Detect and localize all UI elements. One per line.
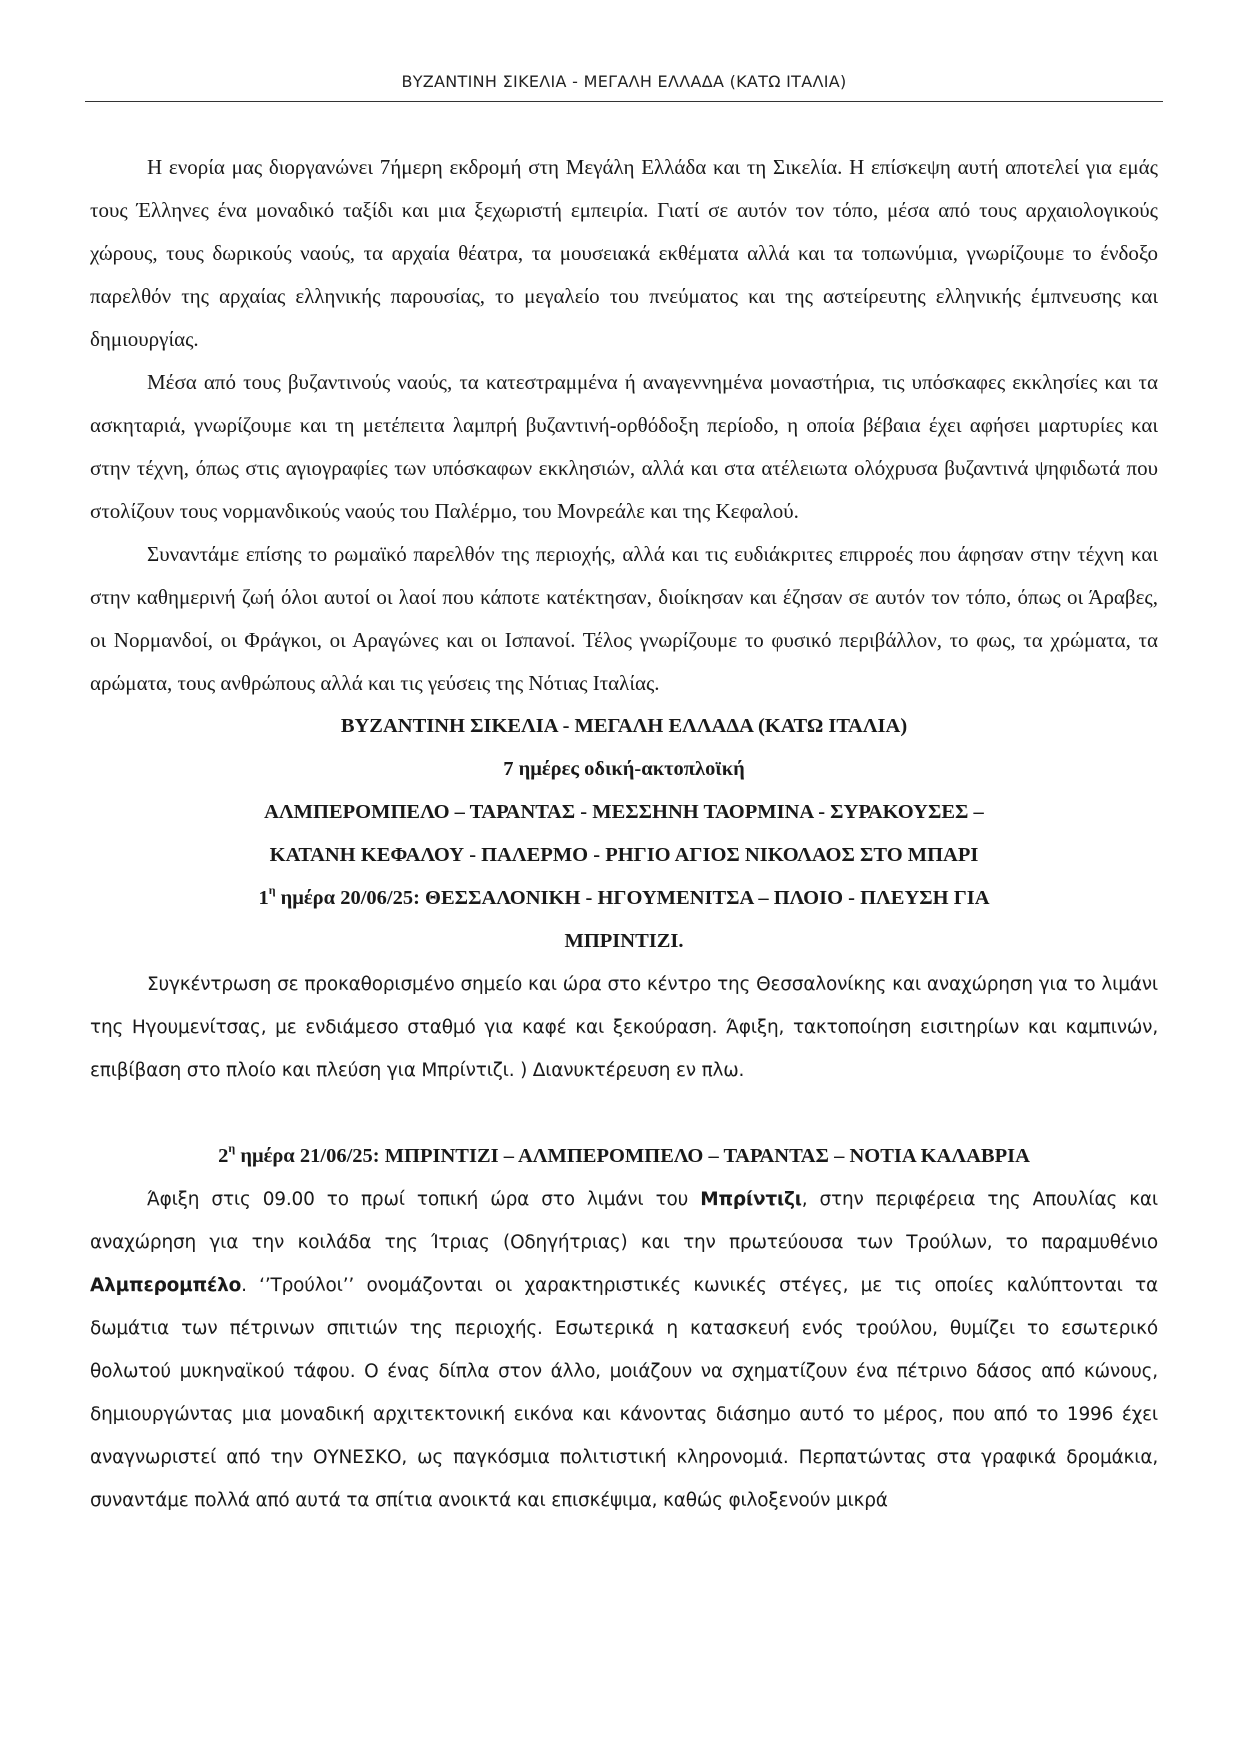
day-2-bold-alberobello: Αλμπερομπέλο (90, 1275, 242, 1296)
intro-paragraph-3: Συναντάμε επίσης το ρωμαϊκό παρελθόν της περιοχής, αλλά και τις ευδιάκριτες επιρροές που άφησαν στην τέχνη και στην καθημερινή ζωή όλοι αυτοί οι λαοί που κάποτε κατέκτησαν, διοίκησαν και έζησαν σε αυτόν τον τόπο, όπως οι Άραβες, οι Νορμανδοί, οι Φράγκοι, οι Αραγώνες και οι Ισπανοί. Τέλος γνωρίζουμε το φυσικό περιβάλλον, το φως, τα χρώματα, τα αρώματα, τους ανθρώπους αλλά και τις γεύσεις της Νότιας Ιταλίας. (90, 542, 1158, 695)
header-divider (85, 101, 1163, 102)
day-1-description: Συγκέντρωση σε προκαθορισμένο σημείο και ώρα στο κέντρο της Θεσσαλονίκης και αναχώρηση για το λιμάνι της Ηγουμενίτσας, με ενδιάμεσο σταθμό για καφέ και ξεκούραση. Άφιξη, τακτοποίηση εισιτηρίων και καμπινών, επιβίβαση στο πλοίο και πλεύση για Μπρίντιζι. ) Διανυκτέρευση εν πλω. (90, 974, 1158, 1081)
program-route-line-1: ΑΛΜΠΕΡΟΜΠΕΛΟ – ΤΑΡΑΝΤΑΣ - ΜΕΣΣΗΝΗ ΤΑΟΡΜΙΝΑ - ΣΥΡΑΚΟΥΣΕΣ – (264, 801, 984, 823)
intro-paragraph-1: Η ενορία μας διοργανώνει 7ήμερη εκδρομή στη Μεγάλη Ελλάδα και τη Σικελία. Η επίσκεψη αυτή αποτελεί για εμάς τους Έλληνες ένα μοναδικό ταξίδι και μια ξεχωριστή εμπειρία. Γιατί σε αυτόν τον τόπο, μέσα από τους αρχαιολογικούς χώρους, τους δωρικούς ναούς, τα αρχαία θέατρα, τα μουσειακά εκθέματα αλλά και τα τοπωνύμια, γνωρίζουμε το ένδοξο παρελθόν της αρχαίας ελληνικής παρουσίας, το μεγαλείο του πνεύματος και της αστείρευτης ελληνικής έμπνευσης και δημιουργίας. (90, 155, 1158, 351)
day-2-heading-text: ημέρα 21/06/25: ΜΠΡΙΝΤΙΖΙ – ΑΛΜΠΕΡΟΜΠΕΛΟ – ΤΑΡΑΝΤΑΣ – ΝΟΤΙΑ ΚΑΛΑΒΡΙΑ (235, 1145, 1030, 1167)
day-1-number: 1 (258, 887, 269, 909)
program-title: ΒΥΖΑΝΤΙΝΗ ΣΙΚΕΛΙΑ - ΜΕΓΑΛΗ ΕΛΛΑΔΑ (ΚΑΤΩ ΙΤΑΛΙΑ) (340, 715, 908, 737)
intro-paragraph-2: Μέσα από τους βυζαντινούς ναούς, τα κατεστραμμένα ή αναγεννημένα μοναστήρια, τις υπόσκαφες εκκλησίες και τα ασκηταριά, γνωρίζουμε και τη μετέπειτα λαμπρή βυζαντινή-ορθόδοξη περίοδο, η οποία βέβαια έχει αφήσει μαρτυρίες και στην τέχνη, όπως στις αγιογραφίες των υπόσκαφων εκκλησιών, αλλά και στα ατέλειωτα ολόχρυσα βυζαντινά ψηφιδωτά που στολίζουν τους νορμανδικούς ναούς του Παλέρμο, του Μονρεάλε και της Κεφαλού. (90, 370, 1158, 523)
day-1-ordinal: η (268, 883, 276, 898)
day-2-text-1: Άφιξη στις 09.00 το πρωί τοπική ώρα στο λιμάνι του (147, 1189, 701, 1210)
page-header: ΒΥΖΑΝΤΙΝΗ ΣΙΚΕΛΙΑ - ΜΕΓΑΛΗ ΕΛΛΑΔΑ (ΚΑΤΩ ΙΤΑΛΙΑ) (401, 72, 847, 91)
program-subtitle: 7 ημέρες οδική-ακτοπλοϊκή (503, 758, 745, 780)
day-2-bold-brindisi: Μπρίντιζι (700, 1189, 802, 1210)
day-2-heading (90, 1135, 1158, 1178)
day-2-text-3: . ‘’Τρούλοι’’ ονομάζονται οι χαρακτηριστικές κωνικές στέγες, με τις οποίες καλύπτονται τα δωμάτια των πέτρινων σπιτιών της περιοχής. Εσωτερικά η κατασκευή ενός τρούλου, θυμίζει το εσωτερικό θολωτού μυκηναϊκού τάφου. Ο ένας δίπλα στον άλλο, μοιάζουν να σχηματίζουν ένα πέτρινο δάσος από κώνους, δημιουργώντας μια μοναδική αρχιτεκτονική εικόνα και κάνοντας διάσημο αυτό το μέρος, που από το 1996 έχει αναγνωριστεί από την ΟΥΝΕΣΚΟ, ως παγκόσμια πολιτιστική κληρονομιά. Περπατώντας στα γραφικά δρομάκια, συναντάμε πολλά από αυτά τα σπίτια ανοικτά και επισκέψιμα, καθώς φιλοξενούν μικρά (90, 1275, 1158, 1511)
day-1-heading (90, 877, 1158, 920)
day-2-description (90, 1178, 1158, 1522)
day-2-number: 2 (218, 1145, 229, 1167)
day-2-ordinal: η (228, 1141, 236, 1156)
program-route-line-2: ΚΑΤΑΝΗ ΚΕΦΑΛΟΥ - ΠΑΛΕΡΜΟ - ΡΗΓΙΟ ΑΓΙΟΣ ΝΙΚΟΛΑΟΣ ΣΤΟ ΜΠΑΡΙ (269, 844, 979, 866)
section-spacer (90, 1092, 1158, 1135)
day-2-text-2: , στην περιφέρεια της Απουλίας και αναχώρηση για την κοιλάδα της Ίτριας (Οδηγήτριας) και την πρωτεύουσα των Τρούλων, το παραμυθένιο (90, 1189, 1158, 1253)
day-1-heading-line-2: ΜΠΡΙΝΤΙΖΙ. (564, 930, 684, 952)
document-body (90, 146, 1158, 1522)
day-1-heading-text: ημέρα 20/06/25: ΘΕΣΣΑΛΟΝΙΚΗ - ΗΓΟΥΜΕΝΙΤΣΑ – ΠΛΟΙΟ - ΠΛΕΥΣΗ ΓΙΑ (275, 887, 990, 909)
